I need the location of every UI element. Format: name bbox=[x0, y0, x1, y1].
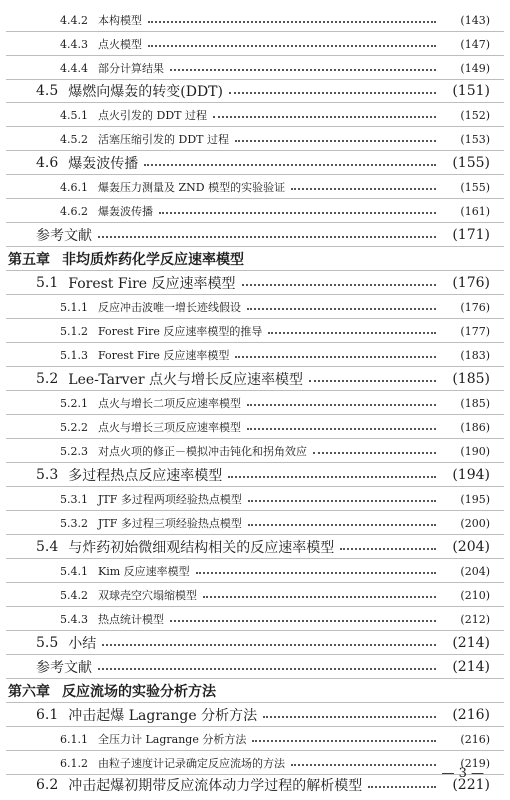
row-divider bbox=[6, 462, 504, 463]
toc-entry-number: 5.1 bbox=[36, 275, 59, 291]
dot-leader bbox=[268, 332, 436, 334]
toc-entry-title: Lee-Tarver 点火与增长反应速率模型 bbox=[68, 372, 303, 388]
toc-entry-page: (194) bbox=[452, 467, 490, 483]
toc-entry-number: 5.3.1 bbox=[60, 492, 88, 506]
dot-leader bbox=[170, 69, 436, 71]
toc-entry-title: 参考文献 bbox=[36, 660, 92, 676]
toc-entry-number: 5.2.2 bbox=[60, 420, 88, 434]
toc-entry-number: 6.1 bbox=[36, 707, 59, 723]
toc-entry bbox=[0, 200, 510, 222]
row-divider bbox=[6, 294, 504, 295]
row-divider bbox=[6, 246, 504, 247]
toc-entry-title: Forest Fire 反应速率模型的推导 bbox=[98, 325, 263, 338]
dot-leader bbox=[291, 188, 436, 190]
dot-leader bbox=[242, 284, 437, 286]
toc-entry-page: (147) bbox=[460, 37, 490, 51]
toc-entry-page: (155) bbox=[460, 180, 490, 194]
dot-leader bbox=[235, 140, 436, 142]
toc-entry bbox=[0, 224, 510, 246]
toc-entry-title: 部分计算结果 bbox=[98, 62, 164, 75]
toc-entry-title: 爆轰波传播 bbox=[98, 205, 153, 218]
dot-leader bbox=[235, 356, 436, 358]
toc-entry-title: Forest Fire 反应速率模型 bbox=[68, 276, 236, 292]
toc-entry bbox=[0, 728, 510, 750]
dot-leader bbox=[228, 476, 436, 478]
toc-entry bbox=[0, 104, 510, 126]
toc-entry bbox=[0, 392, 510, 414]
toc-entry-number: 4.5.1 bbox=[60, 108, 88, 122]
toc-entry-number: 5.4 bbox=[36, 539, 59, 555]
toc-entry-page: (185) bbox=[460, 396, 490, 410]
toc-entry-page: (177) bbox=[460, 324, 490, 338]
toc-entry bbox=[0, 128, 510, 150]
toc-entry-number: 5.1.2 bbox=[60, 324, 88, 338]
toc-entry-title: 本构模型 bbox=[98, 14, 142, 27]
toc-entry bbox=[0, 536, 510, 558]
toc-entry-page: (204) bbox=[452, 539, 490, 555]
row-divider bbox=[6, 678, 504, 679]
dot-leader bbox=[368, 786, 436, 788]
toc-entry-page: (183) bbox=[460, 348, 490, 362]
toc-entry-number: 6.1.1 bbox=[60, 732, 88, 746]
toc-entry-page: (171) bbox=[452, 227, 490, 243]
toc-entry-page: (216) bbox=[460, 732, 490, 746]
dot-leader bbox=[148, 21, 436, 23]
row-divider bbox=[6, 702, 504, 703]
toc-entry-title: 全压力计 Lagrange 分析方法 bbox=[98, 733, 247, 746]
row-divider bbox=[6, 31, 504, 32]
toc-entry-page: (161) bbox=[460, 204, 490, 218]
toc-entry-title: 爆燃向爆轰的转变(DDT) bbox=[68, 84, 223, 100]
dot-leader bbox=[247, 308, 436, 310]
toc-entry-page: (200) bbox=[460, 516, 490, 530]
toc-entry-title: 多过程热点反应速率模型 bbox=[68, 468, 223, 484]
toc-entry-page: (210) bbox=[460, 588, 490, 602]
toc-entry-number: 5.2.3 bbox=[60, 444, 88, 458]
dot-leader bbox=[98, 668, 436, 670]
toc-entry-number: 5.4.1 bbox=[60, 564, 88, 578]
toc-entry-number: 4.6 bbox=[36, 155, 59, 171]
toc-entry-page: (204) bbox=[460, 564, 490, 578]
toc-entry-title: 反应冲击波唯一增长迹线假设 bbox=[98, 301, 241, 314]
row-divider bbox=[6, 102, 504, 103]
toc-entry-page: (212) bbox=[460, 612, 490, 626]
dot-leader bbox=[213, 116, 436, 118]
toc-entry-page: (185) bbox=[452, 371, 490, 387]
dot-leader bbox=[252, 740, 436, 742]
toc-entry-page: (214) bbox=[452, 659, 490, 675]
toc-entry-number: 4.4.2 bbox=[60, 13, 88, 27]
row-divider bbox=[6, 438, 504, 439]
toc-entry bbox=[0, 560, 510, 582]
dot-leader bbox=[340, 548, 436, 550]
toc-entry-page: (195) bbox=[460, 492, 490, 506]
toc-entry-number: 4.5 bbox=[36, 83, 59, 99]
row-divider bbox=[6, 198, 504, 199]
toc-entry bbox=[0, 296, 510, 318]
toc-entry-title: 点火与增长二项反应速率模型 bbox=[98, 397, 241, 410]
toc-entry-number: 5.2.1 bbox=[60, 396, 88, 410]
toc-entry-title: 冲击起爆 Lagrange 分析方法 bbox=[68, 708, 258, 724]
toc-entry bbox=[0, 440, 510, 462]
toc-entry-title: 热点统计模型 bbox=[98, 613, 164, 626]
toc-entry bbox=[0, 176, 510, 198]
row-divider bbox=[6, 222, 504, 223]
dot-leader bbox=[203, 596, 436, 598]
toc-entry bbox=[0, 272, 510, 294]
toc-entry bbox=[0, 344, 510, 366]
toc-entry-number: 5.3.2 bbox=[60, 516, 88, 530]
toc-entry-number: 6.1.2 bbox=[60, 756, 88, 770]
toc-entry-number: 第六章 bbox=[8, 684, 50, 700]
chapter-heading bbox=[0, 680, 510, 702]
dot-leader bbox=[247, 428, 436, 430]
dot-leader bbox=[159, 212, 436, 214]
toc-entry-title: 点火引发的 DDT 过程 bbox=[98, 109, 207, 122]
toc-entry-page: (153) bbox=[460, 132, 490, 146]
row-divider bbox=[6, 606, 504, 607]
toc-entry bbox=[0, 80, 510, 102]
toc-entry-page: (143) bbox=[460, 13, 490, 27]
toc-entry bbox=[0, 752, 510, 774]
toc-entry-title: 冲击起爆初期带反应流体动力学过程的解析模型 bbox=[68, 778, 363, 794]
toc-entry bbox=[0, 320, 510, 342]
toc-entry bbox=[0, 488, 510, 510]
toc-entry-title: 非均质炸药化学反应速率模型 bbox=[62, 252, 244, 268]
toc-entry bbox=[0, 608, 510, 630]
toc-entry bbox=[0, 152, 510, 174]
toc-entry-title: 双球壳空穴塌缩模型 bbox=[98, 589, 197, 602]
toc-entry-title: 点火模型 bbox=[98, 38, 142, 51]
toc-entry-number: 5.5 bbox=[36, 635, 59, 651]
toc-entry-number: 5.2 bbox=[36, 371, 59, 387]
page-number: — 3 — bbox=[441, 766, 484, 781]
toc-entry-number: 4.4.4 bbox=[60, 61, 88, 75]
toc-entry-number: 6.2 bbox=[36, 777, 59, 793]
toc-entry-page: (221) bbox=[452, 777, 490, 793]
toc-entry-number: 第五章 bbox=[8, 252, 50, 268]
toc-entry-title: Forest Fire 反应速率模型 bbox=[98, 349, 230, 362]
toc-entry bbox=[0, 464, 510, 486]
row-divider bbox=[6, 510, 504, 511]
toc-entry bbox=[0, 774, 510, 796]
row-divider bbox=[6, 630, 504, 631]
toc-entry bbox=[0, 9, 510, 31]
row-divider bbox=[6, 558, 504, 559]
toc-entry-number: 5.1.3 bbox=[60, 348, 88, 362]
dot-leader bbox=[148, 45, 436, 47]
toc-entry-number: 4.6.1 bbox=[60, 180, 88, 194]
toc-entry bbox=[0, 33, 510, 55]
dot-leader bbox=[248, 500, 436, 502]
toc-entry bbox=[0, 416, 510, 438]
toc-entry-page: (176) bbox=[452, 275, 490, 291]
toc-entry-page: (186) bbox=[460, 420, 490, 434]
row-divider bbox=[6, 654, 504, 655]
toc-entry-page: (214) bbox=[452, 635, 490, 651]
row-divider bbox=[6, 486, 504, 487]
toc-entry-title: Kim 反应速率模型 bbox=[98, 565, 190, 578]
toc-entry-title: 爆轰压力测量及 ZND 模型的实验验证 bbox=[98, 181, 286, 194]
row-divider bbox=[6, 270, 504, 271]
dot-leader bbox=[196, 572, 436, 574]
dot-leader bbox=[313, 452, 436, 454]
toc-entry-number: 5.3 bbox=[36, 467, 59, 483]
row-divider bbox=[6, 55, 504, 56]
toc-entry-page: (149) bbox=[460, 61, 490, 75]
row-divider bbox=[6, 414, 504, 415]
dot-leader bbox=[98, 236, 436, 238]
dot-leader bbox=[263, 716, 436, 718]
row-divider bbox=[6, 726, 504, 727]
toc-entry-title: 小结 bbox=[68, 636, 97, 652]
toc-entry bbox=[0, 632, 510, 654]
row-divider bbox=[6, 342, 504, 343]
toc-entry-page: (216) bbox=[452, 707, 490, 723]
row-divider bbox=[6, 366, 504, 367]
dot-leader bbox=[291, 764, 436, 766]
toc-entry-title: 反应流场的实验分析方法 bbox=[62, 684, 216, 700]
toc-entry-title: JTF 多过程两项经验热点模型 bbox=[98, 493, 242, 506]
chapter-heading bbox=[0, 248, 510, 270]
dot-leader bbox=[248, 524, 436, 526]
dot-leader bbox=[229, 92, 436, 94]
toc-entry-title: 爆轰波传播 bbox=[68, 156, 139, 172]
row-divider bbox=[6, 318, 504, 319]
toc-entry-page: (219) bbox=[460, 756, 490, 770]
toc-entry-page: (155) bbox=[452, 155, 490, 171]
dot-leader bbox=[247, 404, 436, 406]
toc-entry-title: 与炸药初始微细观结构相关的反应速率模型 bbox=[68, 540, 335, 556]
row-divider bbox=[6, 582, 504, 583]
toc-entry-page: (152) bbox=[460, 108, 490, 122]
toc-entry-number: 5.4.2 bbox=[60, 588, 88, 602]
row-divider bbox=[6, 126, 504, 127]
dot-leader bbox=[170, 620, 436, 622]
toc-entry-title: 参考文献 bbox=[36, 228, 92, 244]
toc-entry-number: 5.4.3 bbox=[60, 612, 88, 626]
row-divider bbox=[6, 174, 504, 175]
toc-entry-title: 由粒子速度计记录确定反应流场的方法 bbox=[98, 757, 285, 770]
toc-entry-page: (190) bbox=[460, 444, 490, 458]
toc-entry bbox=[0, 584, 510, 606]
dot-leader bbox=[102, 644, 436, 646]
toc-entry-title: 点火与增长三项反应速率模型 bbox=[98, 421, 241, 434]
toc-entry bbox=[0, 512, 510, 534]
toc-entry-page: (151) bbox=[452, 83, 490, 99]
toc-entry bbox=[0, 656, 510, 678]
dot-leader bbox=[144, 164, 436, 166]
toc-entry-title: JTF 多过程三项经验热点模型 bbox=[98, 517, 242, 530]
row-divider bbox=[6, 150, 504, 151]
toc-entry-number: 4.6.2 bbox=[60, 204, 88, 218]
toc-entry bbox=[0, 368, 510, 390]
row-divider bbox=[6, 390, 504, 391]
row-divider bbox=[6, 534, 504, 535]
toc-entry-number: 5.1.1 bbox=[60, 300, 88, 314]
toc-entry bbox=[0, 704, 510, 726]
toc-entry-title: 对点火项的修正－模拟冲击钝化和拐角效应 bbox=[98, 445, 307, 458]
toc-entry-page: (176) bbox=[460, 300, 490, 314]
toc-entry-title: 活塞压缩引发的 DDT 过程 bbox=[98, 133, 229, 146]
toc-entry-number: 4.4.3 bbox=[60, 37, 88, 51]
toc-entry-number: 4.5.2 bbox=[60, 132, 88, 146]
row-divider bbox=[6, 750, 504, 751]
toc-entry bbox=[0, 57, 510, 79]
dot-leader bbox=[309, 380, 436, 382]
